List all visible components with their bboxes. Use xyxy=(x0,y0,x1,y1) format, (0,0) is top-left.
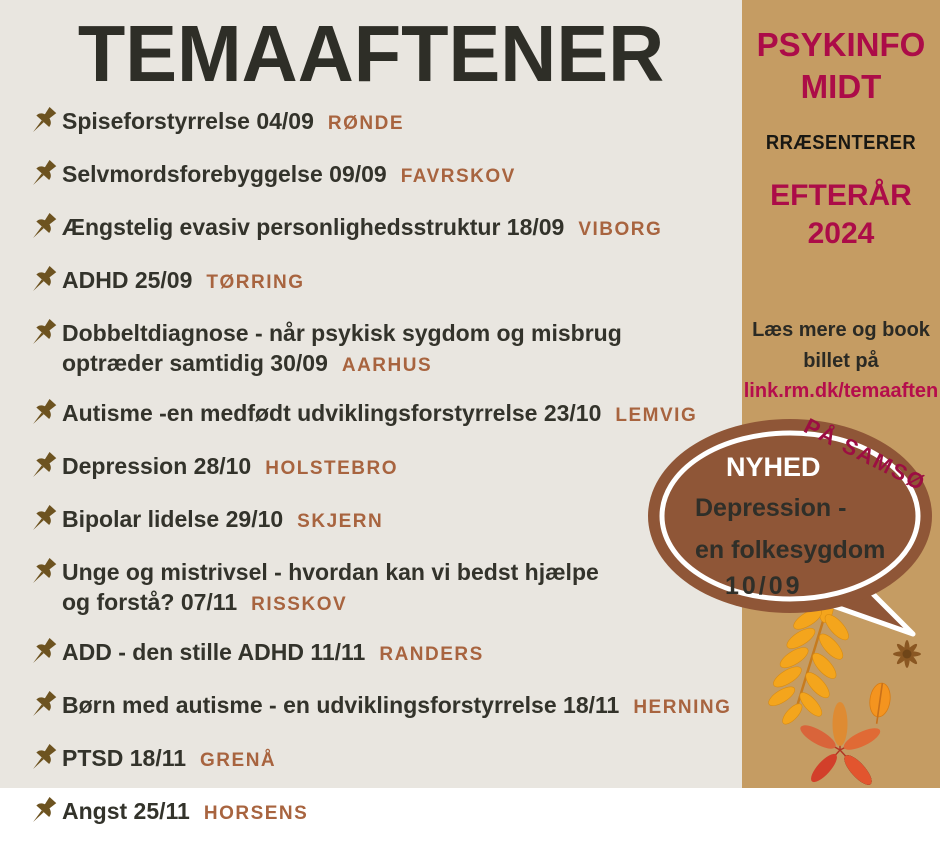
pushpin-icon xyxy=(28,450,62,487)
pushpin-icon xyxy=(21,444,65,488)
small-leaf xyxy=(867,682,893,725)
season-label xyxy=(742,177,940,253)
pushpin-icon xyxy=(28,503,62,540)
pushpin-icon xyxy=(28,317,62,354)
event-text xyxy=(62,743,276,776)
event-title: Angst 25/11 HORSENS xyxy=(62,798,309,824)
event-location: FAVRSKOV xyxy=(400,166,516,187)
pushpin-icon xyxy=(21,152,65,196)
bubble-heading: NYHED xyxy=(726,452,821,482)
event-location: RANDERS xyxy=(379,644,484,665)
pushpin-icon xyxy=(28,795,62,832)
bubble-date: 10/09 xyxy=(725,572,803,600)
event-title: Bipolar lidelse 29/10 SKJERN xyxy=(62,506,384,532)
event-location: TØRRING xyxy=(206,272,305,293)
bubble-topic: Depression - xyxy=(695,494,847,522)
pushpin-icon xyxy=(21,497,65,541)
booking-info xyxy=(742,315,940,377)
event-text xyxy=(62,265,305,298)
booking-info-line1: Læs mere og book xyxy=(752,319,930,341)
event-text xyxy=(62,318,622,381)
event-location: HOLSTEBRO xyxy=(265,458,398,479)
news-speech-bubble xyxy=(645,413,941,648)
event-row xyxy=(28,106,734,142)
bubble-location-badge: PÅ SAMSØ xyxy=(800,413,931,496)
event-location: VIBORG xyxy=(578,219,663,240)
event-text xyxy=(62,690,731,723)
event-text xyxy=(62,451,398,484)
presents-label: RRÆSENTERER xyxy=(765,132,917,154)
pushpin-icon xyxy=(28,689,62,726)
event-title: og forstå? 07/11 RISSKOV xyxy=(62,589,348,615)
pushpin-icon xyxy=(28,264,62,301)
pushpin-icon xyxy=(21,736,65,780)
brand-line1: PSYKINFO xyxy=(756,26,926,63)
event-row xyxy=(28,504,734,540)
event-text xyxy=(62,504,383,537)
pushpin-icon xyxy=(21,550,65,594)
event-row xyxy=(28,637,734,673)
pushpin-icon xyxy=(28,742,62,779)
event-text xyxy=(62,212,662,245)
event-title: Spiseforstyrrelse 04/09 RØNDE xyxy=(62,108,405,134)
event-title: Depression 28/10 HOLSTEBRO xyxy=(62,453,398,479)
pushpin-icon xyxy=(21,630,65,674)
pushpin-icon xyxy=(21,683,65,727)
event-text xyxy=(62,106,404,139)
pushpin-icon xyxy=(21,205,65,249)
event-location: LEMVIG xyxy=(615,405,698,426)
event-row xyxy=(28,557,734,620)
event-title: ADHD 25/09 TØRRING xyxy=(62,267,305,293)
brand-name xyxy=(742,24,940,108)
event-row xyxy=(28,398,734,434)
event-location: GRENÅ xyxy=(200,750,277,771)
event-row xyxy=(28,318,734,381)
event-title: PTSD 18/11 GRENÅ xyxy=(62,745,277,771)
event-list xyxy=(28,106,734,849)
event-title: Ængstelig evasiv personlighedsstruktur 18/09 VIBORG xyxy=(62,214,663,240)
event-title: Autisme -en medfødt udviklingsforstyrrelse 23/10 LEMVIG xyxy=(62,400,698,426)
red-autumn-leaf xyxy=(797,702,883,789)
event-location: RØNDE xyxy=(327,113,405,134)
event-title: Selvmordsforebyggelse 09/09 FAVRSKOV xyxy=(62,161,516,187)
bubble-topic-line2: en folkesygdom xyxy=(695,536,886,564)
pushpin-icon xyxy=(21,311,65,355)
pushpin-icon xyxy=(28,636,62,673)
event-row xyxy=(28,451,734,487)
event-text xyxy=(62,637,484,670)
event-location: SKJERN xyxy=(297,511,384,532)
event-title: Børn med autisme - en udviklingsforstyrrelse 18/11 HERNING xyxy=(62,692,732,718)
event-location: RISSKOV xyxy=(251,594,348,615)
event-text xyxy=(62,557,599,620)
event-location: AARHUS xyxy=(341,355,433,376)
brand-line2: MIDT xyxy=(800,68,882,105)
event-title: Dobbeltdiagnose - når psykisk sygdom og misbrug xyxy=(62,320,622,346)
event-location: HORSENS xyxy=(203,803,309,824)
event-title: Unge og mistrivsel - hvordan kan vi bedst hjælpe xyxy=(62,559,599,585)
event-text xyxy=(62,159,516,192)
event-title: optræder samtidig 30/09 AARHUS xyxy=(62,350,433,376)
pushpin-icon xyxy=(21,391,65,435)
event-text xyxy=(62,398,697,431)
pushpin-icon xyxy=(28,105,62,142)
page-title: TEMAAFTENER xyxy=(77,9,665,98)
season-line2: 2024 xyxy=(807,217,875,250)
event-row xyxy=(28,159,734,195)
speech-bubble-shape xyxy=(645,416,941,648)
season-line1: EFTERÅR xyxy=(770,179,912,212)
pushpin-icon xyxy=(21,258,65,302)
pushpin-icon xyxy=(28,211,62,248)
pushpin-icon xyxy=(28,158,62,195)
event-row xyxy=(28,265,734,301)
pushpin-icon xyxy=(28,556,62,593)
booking-info-line2: billet på xyxy=(803,350,879,372)
pushpin-icon xyxy=(28,397,62,434)
event-location: HERNING xyxy=(633,697,732,718)
event-row xyxy=(28,743,734,779)
pushpin-icon xyxy=(21,99,65,143)
event-row xyxy=(28,796,734,832)
booking-link[interactable]: link.rm.dk/temaaften xyxy=(743,380,939,402)
pushpin-icon xyxy=(21,789,65,833)
event-text xyxy=(62,796,308,829)
event-row xyxy=(28,212,734,248)
event-row xyxy=(28,690,734,726)
event-title: ADD - den stille ADHD 11/11 RANDERS xyxy=(62,639,484,665)
